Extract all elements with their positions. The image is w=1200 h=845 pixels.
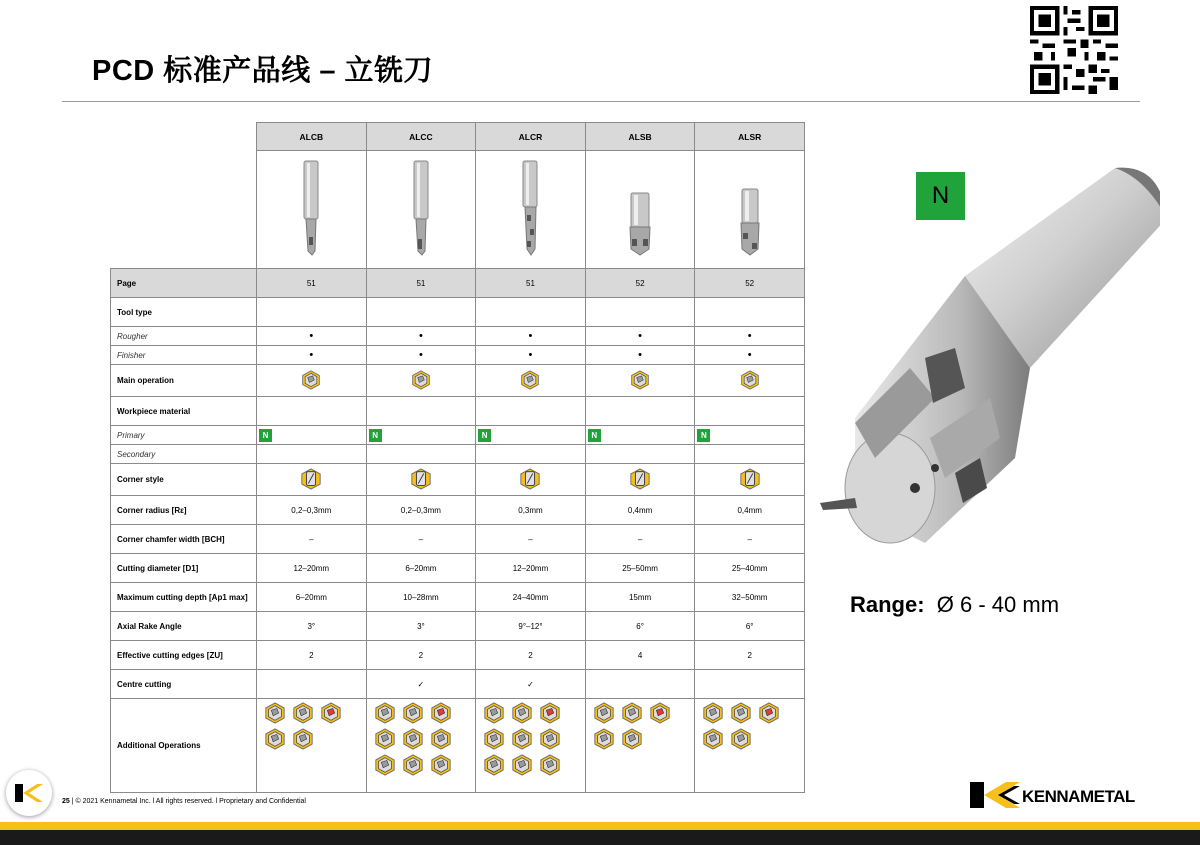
- effective-edges-value: 2: [695, 641, 805, 670]
- additional-operation-icon: [621, 702, 643, 726]
- row-label-finisher: Finisher: [111, 346, 257, 365]
- additional-operation-icon: [483, 728, 505, 752]
- additional-operations-cell: [585, 699, 695, 793]
- additional-operation-icon: [511, 728, 533, 752]
- cutting-diameter-value: 25–50mm: [585, 554, 695, 583]
- row-label-centre-cutting: Centre cutting: [111, 670, 257, 699]
- corner-radius-value: 0,4mm: [585, 496, 695, 525]
- additional-operation-icon: [649, 702, 671, 726]
- additional-operation-icon: [430, 754, 452, 778]
- brand-name: KENNAMETAL: [1022, 787, 1135, 806]
- short-end-mill-icon: [732, 159, 768, 259]
- max-cutting-depth-value: 15mm: [585, 583, 695, 612]
- qr-code-icon[interactable]: [1030, 6, 1118, 94]
- operation-icon: [411, 370, 431, 392]
- additional-operation-icon: [593, 702, 615, 726]
- max-cutting-depth-value: 32–50mm: [695, 583, 805, 612]
- additional-operation-icon: [483, 754, 505, 778]
- long-end-mill-icon: [296, 159, 326, 259]
- row-label-rougher: Rougher: [111, 327, 257, 346]
- page-ref: 51: [257, 269, 367, 298]
- max-cutting-depth-value: 10–28mm: [366, 583, 476, 612]
- cutting-diameter-value: 6–20mm: [366, 554, 476, 583]
- corner-radius-value: 0,2–0,3mm: [366, 496, 476, 525]
- product-spec-table: [110, 122, 805, 793]
- operation-icon: [301, 370, 321, 392]
- tool-image-alsb: [585, 151, 695, 269]
- additional-operation-icon: [593, 728, 615, 752]
- material-n-badge: N: [588, 429, 601, 442]
- row-label-primary: Primary: [111, 426, 257, 445]
- operation-icon: [740, 370, 760, 392]
- long-end-mill-icon: [515, 159, 545, 259]
- effective-edges-value: 2: [476, 641, 586, 670]
- rougher-mark: •: [366, 327, 476, 346]
- axial-rake-value: 9°–12°: [476, 612, 586, 641]
- additional-operations-cell: [257, 699, 367, 793]
- additional-operation-icon: [374, 702, 396, 726]
- range-text: [850, 592, 1059, 618]
- centre-cutting-mark: ✓: [366, 670, 476, 699]
- page-ref: 51: [366, 269, 476, 298]
- range-label: Range:: [850, 592, 925, 617]
- footer-copyright: [62, 798, 306, 805]
- additional-operation-icon: [402, 728, 424, 752]
- axial-rake-value: 6°: [695, 612, 805, 641]
- max-cutting-depth-value: 24–40mm: [476, 583, 586, 612]
- additional-operation-icon: [702, 728, 724, 752]
- additional-operation-icon: [292, 702, 314, 726]
- additional-operation-icon: [758, 702, 780, 726]
- material-badge: N: [916, 172, 965, 220]
- corner-radius-value: 0,2–0,3mm: [257, 496, 367, 525]
- row-label-secondary: Secondary: [111, 445, 257, 464]
- corner-chamfer-value: –: [257, 525, 367, 554]
- material-n-badge: N: [259, 429, 272, 442]
- additional-operation-icon: [539, 754, 561, 778]
- cutting-diameter-value: 12–20mm: [476, 554, 586, 583]
- row-label-corner-radius: Corner radius [Rε]: [111, 496, 257, 525]
- operation-icon: [630, 370, 650, 392]
- additional-operation-icon: [402, 754, 424, 778]
- tool-image-alsr: [695, 151, 805, 269]
- rougher-mark: •: [585, 327, 695, 346]
- kennametal-logo-icon: [6, 770, 52, 816]
- additional-operation-icon: [730, 728, 752, 752]
- tool-image-alcr: [476, 151, 586, 269]
- column-header: ALCC: [366, 123, 476, 151]
- additional-operation-icon: [539, 728, 561, 752]
- corner-style-icon: [629, 468, 651, 492]
- additional-operations-cell: [695, 699, 805, 793]
- cutting-diameter-value: 25–40mm: [695, 554, 805, 583]
- additional-operation-icon: [539, 702, 561, 726]
- long-end-mill-icon: [406, 159, 436, 259]
- corner-style-icon: [410, 468, 432, 492]
- range-value: Ø 6 - 40 mm: [936, 592, 1060, 617]
- row-label-axial-rake: Axial Rake Angle: [111, 612, 257, 641]
- additional-operation-icon: [702, 702, 724, 726]
- corner-style-icon: [519, 468, 541, 492]
- material-n-badge: N: [697, 429, 710, 442]
- kennametal-brand-logo: [970, 780, 1145, 810]
- material-n-badge: N: [478, 429, 491, 442]
- corner-chamfer-value: –: [585, 525, 695, 554]
- corner-chamfer-value: –: [476, 525, 586, 554]
- axial-rake-value: 3°: [366, 612, 476, 641]
- rougher-mark: •: [257, 327, 367, 346]
- centre-cutting-mark: ✓: [476, 670, 586, 699]
- additional-operation-icon: [374, 754, 396, 778]
- additional-operations-cell: [476, 699, 586, 793]
- footer-copyright-text: | © 2021 Kennametal Inc. l All rights reserved. l Proprietary and Confidential: [69, 798, 306, 805]
- corner-style-icon: [300, 468, 322, 492]
- row-label-max-cutting-depth: Maximum cutting depth [Ap1 max]: [111, 583, 257, 612]
- short-end-mill-icon: [622, 159, 658, 259]
- row-label-tool-type: Tool type: [111, 298, 257, 327]
- additional-operation-icon: [430, 702, 452, 726]
- column-header: ALSB: [585, 123, 695, 151]
- additional-operation-icon: [511, 754, 533, 778]
- additional-operation-icon: [292, 728, 314, 752]
- page-title: PCD 标准产品线 – 立铣刀: [92, 55, 434, 87]
- page-ref: 52: [695, 269, 805, 298]
- finisher-mark: •: [476, 346, 586, 365]
- row-label-main-operation: Main operation: [111, 365, 257, 397]
- effective-edges-value: 4: [585, 641, 695, 670]
- additional-operations-cell: [366, 699, 476, 793]
- row-label-corner-style: Corner style: [111, 464, 257, 496]
- material-n-badge: N: [369, 429, 382, 442]
- additional-operation-icon: [511, 702, 533, 726]
- centre-cutting-mark: [257, 670, 367, 699]
- row-label-cutting-diameter: Cutting diameter [D1]: [111, 554, 257, 583]
- row-label-effective-edges: Effective cutting edges [ZU]: [111, 641, 257, 670]
- operation-icon: [520, 370, 540, 392]
- tool-image-alcb: [257, 151, 367, 269]
- finisher-mark: •: [695, 346, 805, 365]
- additional-operation-icon: [483, 702, 505, 726]
- corner-chamfer-value: –: [366, 525, 476, 554]
- page-ref: 51: [476, 269, 586, 298]
- finisher-mark: •: [257, 346, 367, 365]
- row-label-workpiece-material: Workpiece material: [111, 397, 257, 426]
- centre-cutting-mark: [695, 670, 805, 699]
- corner-style-icon: [739, 468, 761, 492]
- rougher-mark: •: [476, 327, 586, 346]
- finisher-mark: •: [585, 346, 695, 365]
- column-header: ALSR: [695, 123, 805, 151]
- end-mill-image: [815, 158, 1160, 558]
- column-header: ALCR: [476, 123, 586, 151]
- page-ref: 52: [585, 269, 695, 298]
- max-cutting-depth-value: 6–20mm: [257, 583, 367, 612]
- effective-edges-value: 2: [257, 641, 367, 670]
- corner-radius-value: 0,4mm: [695, 496, 805, 525]
- additional-operation-icon: [374, 728, 396, 752]
- axial-rake-value: 6°: [585, 612, 695, 641]
- rougher-mark: •: [695, 327, 805, 346]
- additional-operation-icon: [621, 728, 643, 752]
- additional-operation-icon: [320, 702, 342, 726]
- additional-operation-icon: [264, 702, 286, 726]
- cutting-diameter-value: 12–20mm: [257, 554, 367, 583]
- page-number: 25: [62, 798, 70, 805]
- corner-chamfer-value: –: [695, 525, 805, 554]
- corner-radius-value: 0,3mm: [476, 496, 586, 525]
- additional-operation-icon: [430, 728, 452, 752]
- row-label-page: Page: [111, 269, 257, 298]
- centre-cutting-mark: [585, 670, 695, 699]
- title-divider: [62, 101, 1140, 102]
- additional-operation-icon: [730, 702, 752, 726]
- column-header: ALCB: [257, 123, 367, 151]
- row-label-corner-chamfer: Corner chamfer width [BCH]: [111, 525, 257, 554]
- row-label-additional-operations: Additional Operations: [111, 699, 257, 793]
- footer-accent: [0, 822, 1200, 830]
- additional-operation-icon: [402, 702, 424, 726]
- effective-edges-value: 2: [366, 641, 476, 670]
- tool-image-alcc: [366, 151, 476, 269]
- additional-operation-icon: [264, 728, 286, 752]
- finisher-mark: •: [366, 346, 476, 365]
- axial-rake-value: 3°: [257, 612, 367, 641]
